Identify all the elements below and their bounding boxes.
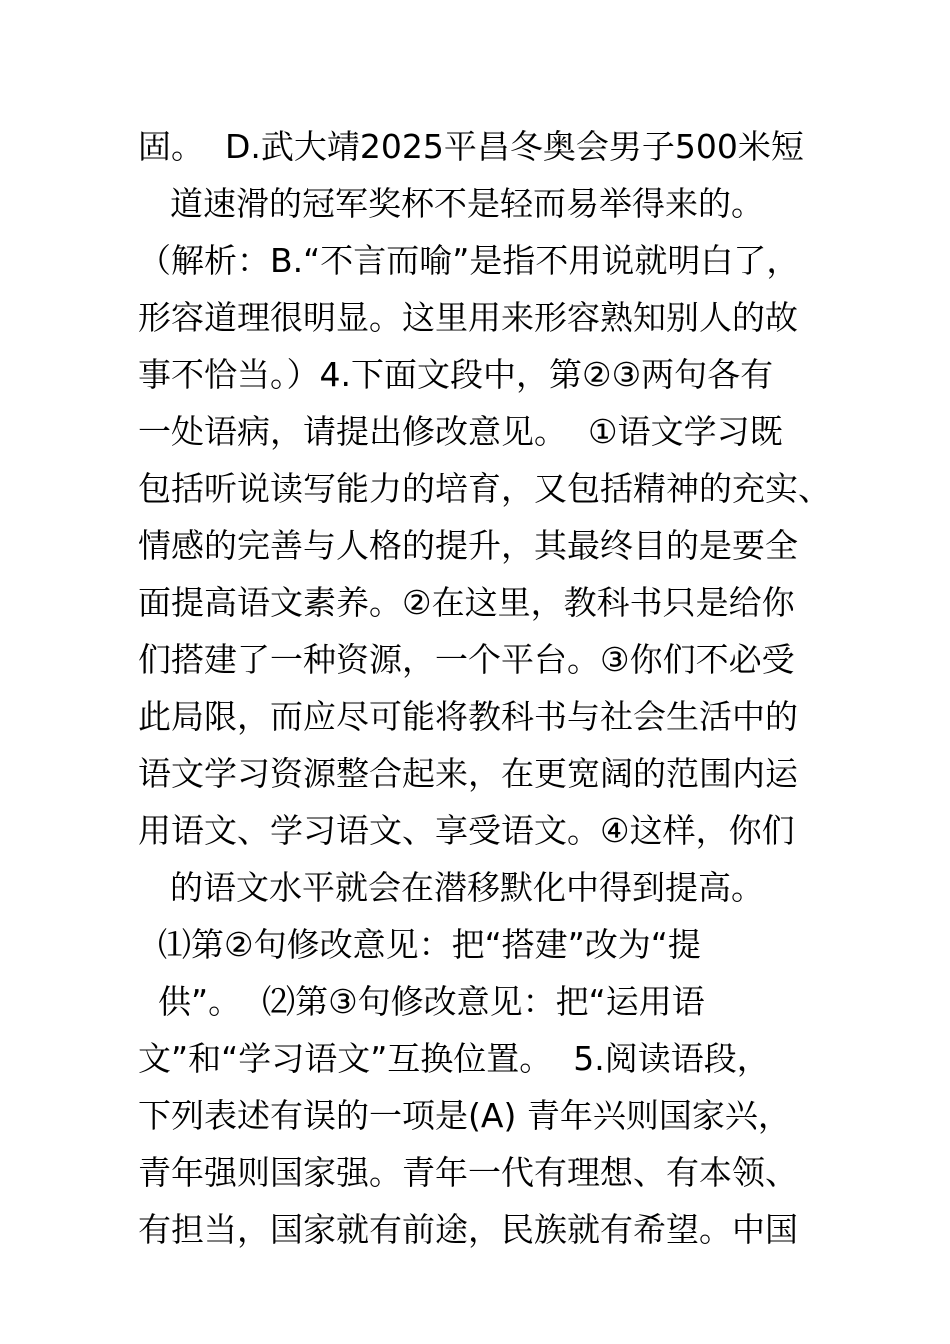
text-line-4: 形容道理很明显。这里用来形容熟知别人的故 <box>138 298 798 337</box>
text-line-13: 用语文、学习语文、享受语文。④这样，你们 <box>138 811 795 850</box>
text-line-19: 青年强则国家强。青年一代有理想、有本领、 <box>138 1153 798 1192</box>
text-line-5: 事不恰当。）4.下面文段中，第②③两句各有 <box>138 355 774 394</box>
text-line-9: 面提高语文素养。②在这里，教科书只是给你 <box>138 583 795 622</box>
text-line-3: （解析：B.“不言而喻”是指不用说就明白了， <box>138 241 800 280</box>
text-line-15: ⑴第②句修改意见：把“搭建”改为“提 <box>158 925 701 964</box>
text-line-8: 情感的完善与人格的提升，其最终目的是要全 <box>138 526 798 565</box>
text-line-14: 的语文水平就会在潜移默化中得到提高。 <box>170 868 764 907</box>
text-line-18: 下列表述有误的一项是(A) 青年兴则国家兴， <box>138 1096 791 1135</box>
text-line-16: 供”。 ⑵第③句修改意见：把“运用语 <box>158 982 705 1021</box>
text-line-6: 一处语病，请提出修改意见。 ①语文学习既 <box>138 412 783 451</box>
text-line-17: 文”和“学习语文”互换位置。 5.阅读语段， <box>138 1039 770 1078</box>
text-line-1: 固。 D.武大靖2025平昌冬奥会男子500米短 <box>138 127 804 166</box>
text-line-2: 道速滑的冠军奖杯不是轻而易举得来的。 <box>170 184 764 223</box>
text-line-7: 包括听说读写能力的培育，又包括精神的充实、 <box>138 469 831 508</box>
text-line-20: 有担当，国家就有前途，民族就有希望。中国 <box>138 1210 798 1249</box>
text-line-11: 此局限，而应尽可能将教科书与社会生活中的 <box>138 697 798 736</box>
text-line-10: 们搭建了一种资源，一个平台。③你们不必受 <box>138 640 795 679</box>
text-line-12: 语文学习资源整合起来，在更宽阔的范围内运 <box>138 754 798 793</box>
